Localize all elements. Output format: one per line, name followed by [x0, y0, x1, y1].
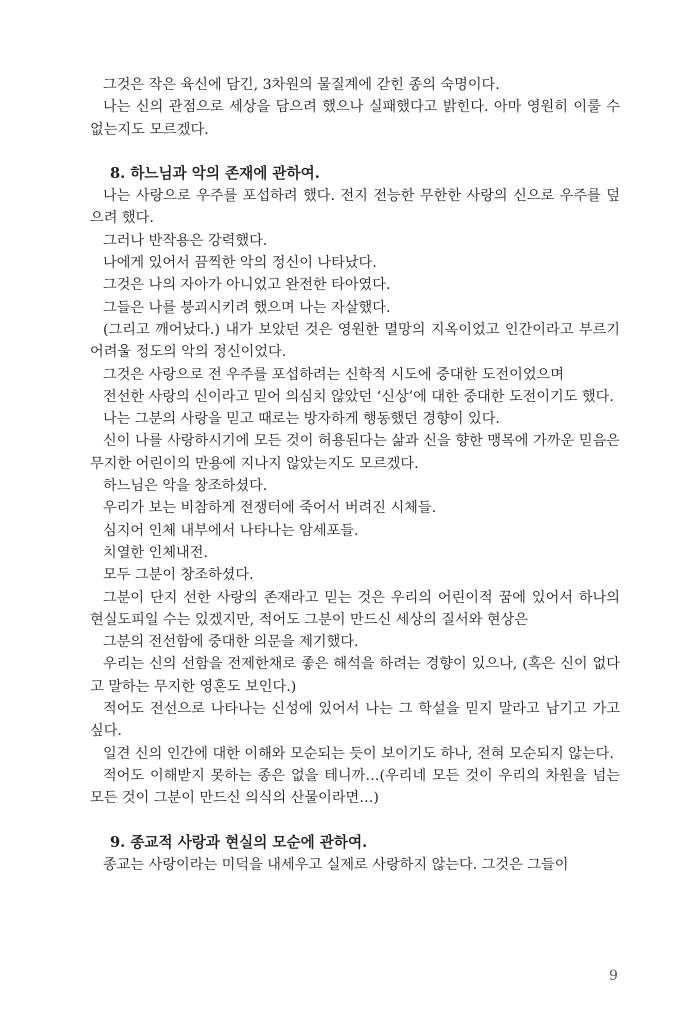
paragraph: 우리는 신의 선함을 전제한채로 좋은 해석을 하려는 경향이 있으나, (혹은 신이 없다고 말하는 무지한 영혼도 보인다.)	[90, 656, 620, 695]
paragraph: 모두 그분이 창조하셨다.	[103, 567, 254, 584]
paragraph: (그리고 깨어났다.) 내가 보았던 것은 영원한 멸망의 지옥이었고 인간이라고 부르기 어려울 정도의 악의 정신이었다.	[90, 321, 620, 361]
paragraph: 심지어 인체 내부에서 나타나는 암세포들.	[103, 522, 359, 539]
paragraph: 적어도 전선으로 나타나는 신성에 있어서 나는 그 학설을 믿지 말라고 남기고 가고 싶다.	[90, 701, 620, 740]
section-9-heading: 9. 종교적 사랑과 현실의 모순에 관하여.	[110, 833, 368, 851]
paragraph: 하느님은 악을 창조하셨다.	[103, 478, 268, 495]
paragraph: 그들은 나를 붕괴시키려 했으며 나는 자살했다.	[103, 299, 391, 316]
paragraph: 우리가 보는 비참하게 전쟁터에 죽어서 버려진 시체들.	[103, 500, 437, 517]
paragraph: 종교는 사랑이라는 미덕을 내세우고 실제로 사랑하지 않는다. 그것은 그들이	[103, 856, 569, 873]
page-body	[90, 74, 620, 876]
paragraph: 그러나 반작용은 강력했다.	[103, 232, 268, 249]
section-8-heading: 8. 하느님과 악의 존재에 관하여.	[110, 164, 320, 182]
paragraph: 나는 신의 관점으로 세상을 담으려 했으나 실패했다고 밝힌다. 아마 영원히 이룰 수 없는지도 모르겠다.	[90, 99, 620, 138]
paragraph: 일견 신의 인간에 대한 이해와 모순되는 듯이 보이기도 하나, 전혀 모순되지 않는다.	[103, 745, 614, 762]
paragraph: 나에게 있어서 끔찍한 악의 정신이 나타났다.	[103, 255, 377, 272]
paragraph: 나는 사랑으로 우주를 포섭하려 했다. 전지 전능한 무한한 사랑의 신으로 우주를 덮으려 했다.	[90, 188, 620, 227]
paragraph: 그것은 사랑으로 전 우주를 포섭하려는 신학적 시도에 중대한 도전이었으며	[103, 366, 564, 383]
paragraph: 그분의 전선함에 중대한 의문을 제기했다.	[103, 634, 359, 651]
page-number: 9	[609, 968, 618, 984]
paragraph: 그분이 단지 선한 사랑의 존재라고 믿는 것은 우리의 어린이적 꿈에 있어서 하나의 현실도피일 수는 있겠지만, 적어도 그분이 만드신 세상의 질서와 현상은	[90, 589, 620, 628]
paragraph: 나는 그분의 사랑을 믿고 때로는 방자하게 행동했던 경향이 있다.	[103, 411, 500, 428]
paragraph: 그것은 작은 육신에 담긴, 3차원의 물질계에 갇힌 종의 숙명이다.	[103, 77, 500, 93]
paragraph: 그것은 나의 자아가 아니었고 완전한 타아였다.	[103, 277, 391, 294]
paragraph: 전선한 사랑의 신이라고 믿어 의심치 않았던 ‘신상’에 대한 중대한 도전이기도 했다.	[103, 388, 614, 405]
paragraph: 치열한 인체내전.	[103, 544, 208, 561]
paragraph: 적어도 이해받지 못하는 종은 없을 테니까…(우리네 모든 것이 우리의 차원을 넘는 모든 것이 그분이 만드신 의식의 산물이라면…)	[90, 767, 620, 807]
paragraph: 신이 나를 사랑하시기에 모든 것이 허용된다는 삶과 신을 향한 맹목에 가까운 믿음은 무지한 어린이의 만용에 지나지 않았는지도 모르겠다.	[90, 433, 620, 472]
